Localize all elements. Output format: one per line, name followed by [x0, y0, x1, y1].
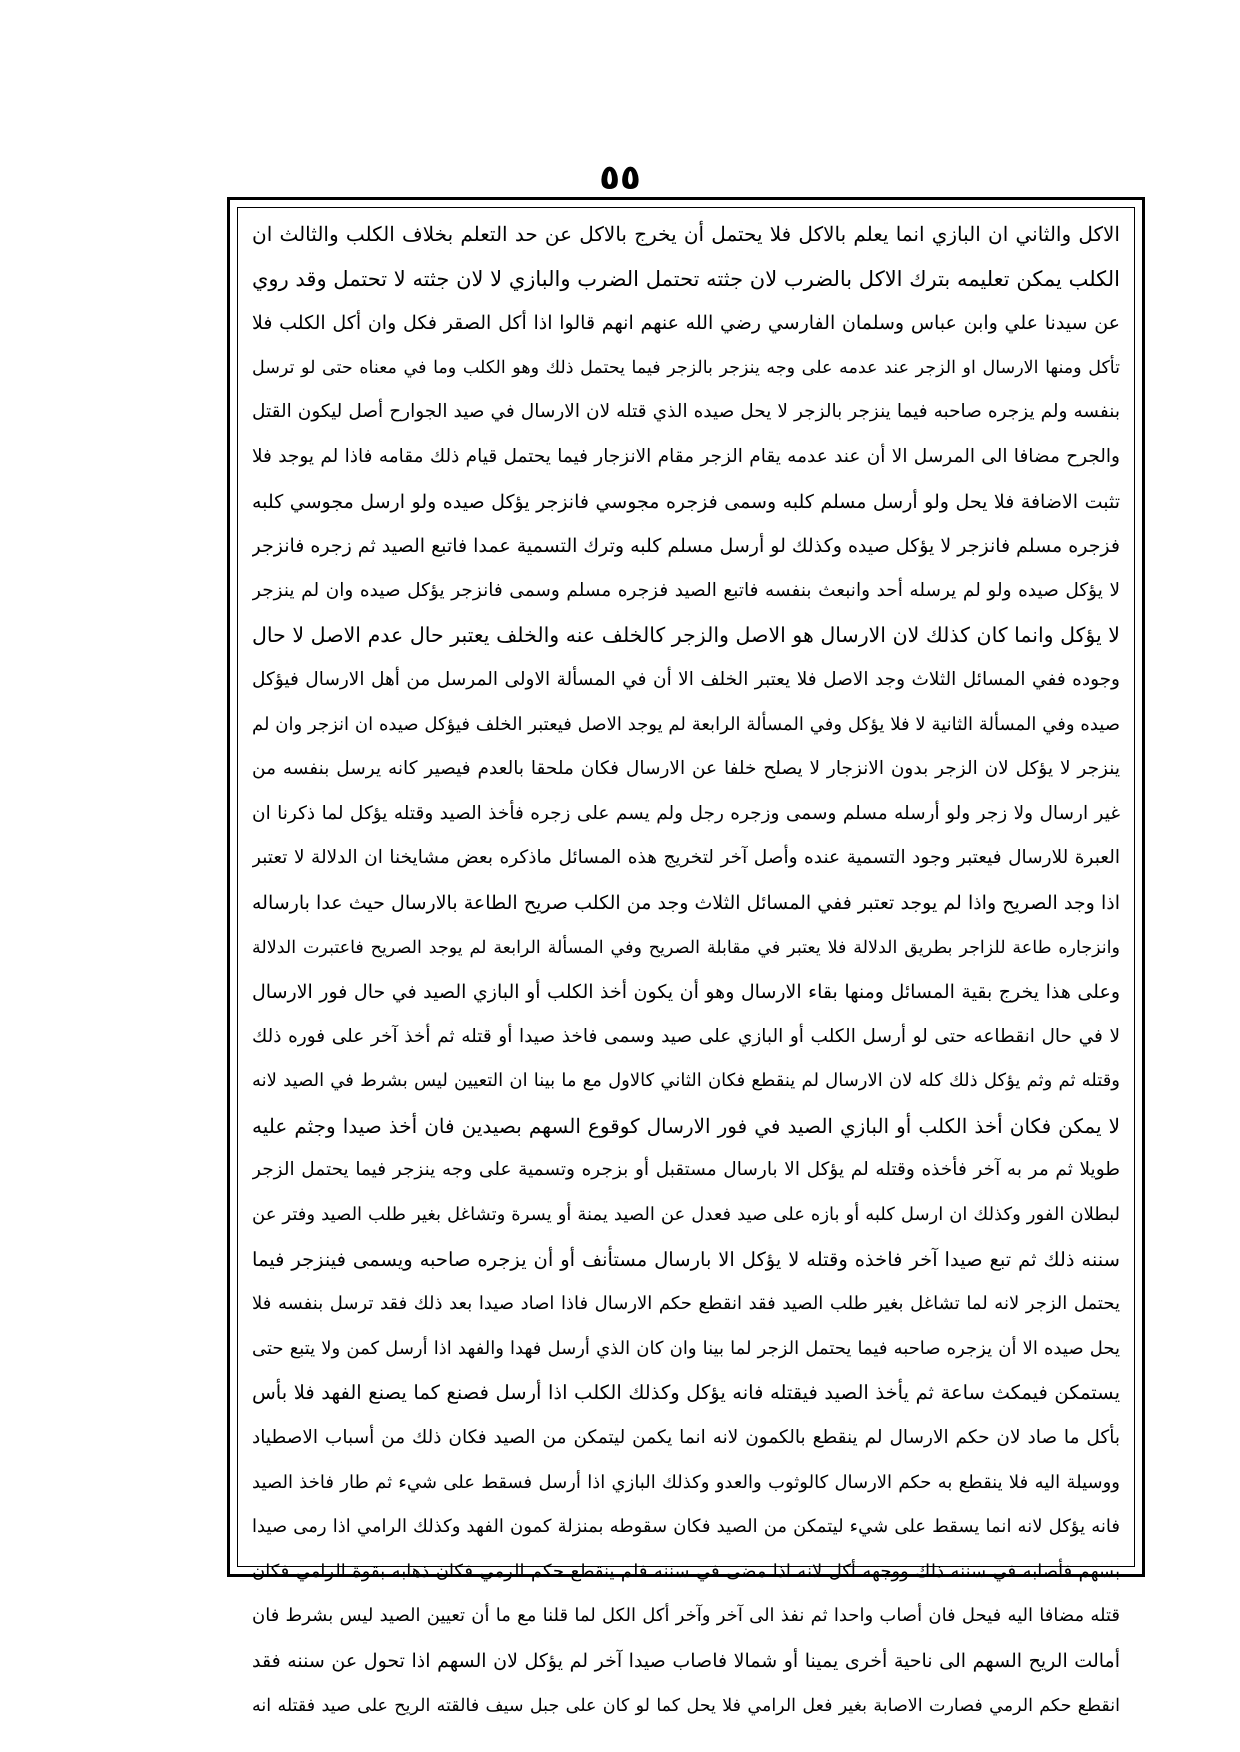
text-line: والجرح مضافا الى المرسل الا أن عند عدمه يقام الزجر مقام الانزجار فيما يحتمل قيام ذلك مقامه فاذا لم يوجد فلا — [252, 445, 1120, 467]
text-body — [252, 212, 1120, 1716]
text-line: ووسيلة اليه فلا ينقطع به حكم الارسال كالوثوب والعدو وكذلك البازي اذا أرسل فسقط على شيء ثم طار فاخذ الصيد — [252, 1471, 1120, 1493]
text-line: وجوده ففي المسائل الثلاث وجد الاصل فلا يعتبر الخلف الا أن في المسألة الاولى المرسل من أهل الارسال فيؤكل — [252, 668, 1120, 690]
text-line: الاكل والثاني ان البازي انما يعلم بالاكل فلا يحتمل أن يخرج بالاكل عن حد التعلم بخلاف الكلب والثالث ان — [252, 222, 1120, 246]
text-line: انقطع حكم الرمي فصارت الاصابة بغير فعل الرامي فلا يحل كما لو كان على جبل سيف فالقته الريح على صيد فقتله انه — [252, 1695, 1120, 1716]
text-line: الكلب يمكن تعليمه بترك الاكل بالضرب لان جثته تحتمل الضرب والبازي لا لان جثته لا تحتمل وقد روي — [252, 266, 1120, 291]
text-line: أمالت الريح السهم الى ناحية أخرى يمينا أو شمالا فاصاب صيدا آخر لم يؤكل لان السهم اذا تحول عن سننه فقد — [252, 1650, 1120, 1672]
text-line: صيده وفي المسألة الثانية لا فلا يؤكل وفي المسألة الرابعة لم يوجد الاصل فيعتبر الخلف فيؤكل صيده ان انزجر وان لم — [252, 713, 1120, 735]
text-line: طويلا ثم مر به آخر فأخذه وقتله لم يؤكل الا بارسال مستقبل أو بزجره وتسمية على وجه ينزجر فيما يحتمل الزجر — [252, 1159, 1120, 1181]
text-line: اذا وجد الصريح واذا لم يوجد تعتبر ففي المسائل الثلاث وجد من الكلب صريح الطاعة بالارسال حيث عدا بارساله — [252, 891, 1120, 914]
text-line: وعلى هذا يخرج بقية المسائل ومنها بقاء الارسال وهو أن يكون أخذ الكلب أو البازي الصيد في حال فور الارسال — [252, 981, 1120, 1004]
text-line: تأكل ومنها الارسال او الزجر عند عدمه على وجه ينزجر بالزجر فيما يحتمل ذلك وهو الكلب وما في معناه حتى لو ترسل — [252, 357, 1120, 378]
text-line: يحل صيده الا أن يزجره صاحبه فيما يحتمل الزجر لما بينا وان كان الذي أرسل فهدا والفهد اذا أرسل كمن ولا يتبع حتى — [252, 1337, 1120, 1359]
text-line: بسهم فأصابه في سننه ذلك ووجهه أكل لانه اذا مضى في سننه فلم ينقطع حكم الرمي فكان ذهابه بقوة الرامي فكان — [252, 1560, 1120, 1582]
text-line: ينزجر لا يؤكل لان الزجر بدون الانزجار لا يصلح خلفا عن الارسال فكان ملحقا بالعدم فيصير كانه يرسل بنفسه من — [252, 758, 1120, 780]
text-line: بنفسه ولم يزجره صاحبه فيما ينزجر بالزجر لا يحل صيده الذي قتله لان الارسال في صيد الجوارح أصل ليكون القتل — [252, 401, 1120, 423]
text-frame — [237, 207, 1135, 1716]
text-line: لا في حال انقطاعه حتى لو أرسل الكلب أو البازي على صيد وسمى فاخذ صيدا أو قتله ثم أخذ آخر على فوره ذلك — [252, 1025, 1120, 1047]
text-line: وانزجاره طاعة للزاجر بطريق الدلالة فلا يعتبر في مقابلة الصريح وفي المسألة الرابعة لم يوجد الصريح فاعتبرت الدلالة — [252, 937, 1120, 958]
text-line: لا يؤكل صيده ولو لم يرسله أحد وانبعث بنفسه فاتبع الصيد فزجره مسلم وسمى فانزجر يؤكل صيده وان لم ينزجر — [252, 579, 1120, 601]
text-line: يحتمل الزجر لانه لما تشاغل بغير طلب الصيد فقد انقطع حكم الارسال فاذا اصاد صيدا بعد ذلك فقد ترسل بنفسه فلا — [252, 1293, 1120, 1315]
text-line: عن سيدنا علي وابن عباس وسلمان الفارسي رضي الله عنهم انهم قالوا اذا أكل الصقر فكل وان أكل الكلب فلا — [252, 312, 1120, 335]
text-line: فزجره مسلم فانزجر لا يؤكل صيده وكذلك لو أرسل مسلم كلبه وترك التسمية عمدا فاتبع الصيد ثم زجره فانزجر — [252, 535, 1120, 558]
text-line: بأكل ما صاد لان حكم الارسال لم ينقطع بالكمون لانه انما يكمن ليتمكن من الصيد فكان ذلك من أسباب الاصطياد — [252, 1427, 1120, 1449]
text-line: لا يؤكل وانما كان كذلك لان الارسال هو الاصل والزجر كالخلف عنه والخلف يعتبر حال عدم الاصل لا حال — [252, 623, 1120, 648]
text-line: لبطلان الفور وكذلك ان ارسل كلبه أو بازه على صيد فعدل عن الصيد يمنة أو يسرة وتشاغل بغير طلب الصيد وفتر عن — [252, 1204, 1120, 1226]
text-line: تثبت الاضافة فلا يحل ولو أرسل مسلم كلبه وسمى فزجره مجوسي فانزجر يؤكل صيده ولو ارسل مجوسي كلبه — [252, 490, 1120, 513]
text-line: غير ارسال ولا زجر ولو أرسله مسلم وسمى وزجره رجل ولم يسم على زجره فأخذ الصيد وقتله يؤكل لما ذكرنا ان — [252, 802, 1120, 824]
page-number: ٥٥ — [599, 158, 641, 198]
text-line: لا يمكن فكان أخذ الكلب أو البازي الصيد في فور الارسال كوقوع السهم بصيدين فان أخذ صيدا وجثم عليه — [252, 1113, 1120, 1138]
text-line: وقتله ثم وثم يؤكل ذلك كله لان الارسال لم ينقطع فكان الثاني كالاول مع ما بينا ان التعيين ليس بشرط في الصيد لانه — [252, 1070, 1120, 1092]
text-line: سننه ذلك ثم تبع صيدا آخر فاخذه وقتله لا يؤكل الا بارسال مستأنف أو أن يزجره صاحبه ويسمى فينزجر فيما — [252, 1247, 1120, 1271]
text-line: يستمكن فيمكث ساعة ثم يأخذ الصيد فيقتله فانه يؤكل وكذلك الكلب اذا أرسل فصنع كما يصنع الفهد فلا بأس — [252, 1381, 1120, 1405]
text-line: قتله مضافا اليه فيحل فان أصاب واحدا ثم نفذ الى آخر وآخر أكل الكل لما قلنا مع ما أن تعيين الصيد ليس بشرط فان — [252, 1605, 1120, 1627]
text-line: فانه يؤكل لانه انما يسقط على شيء ليتمكن من الصيد فكان سقوطه بمنزلة كمون الفهد وكذلك الرامي اذا رمى صيدا — [252, 1516, 1120, 1538]
text-line: العبرة للارسال فيعتبر وجود التسمية عنده وأصل آخر لتخريج هذه المسائل ماذكره بعض مشايخنا ان الدلالة لا تعتبر — [252, 847, 1120, 869]
